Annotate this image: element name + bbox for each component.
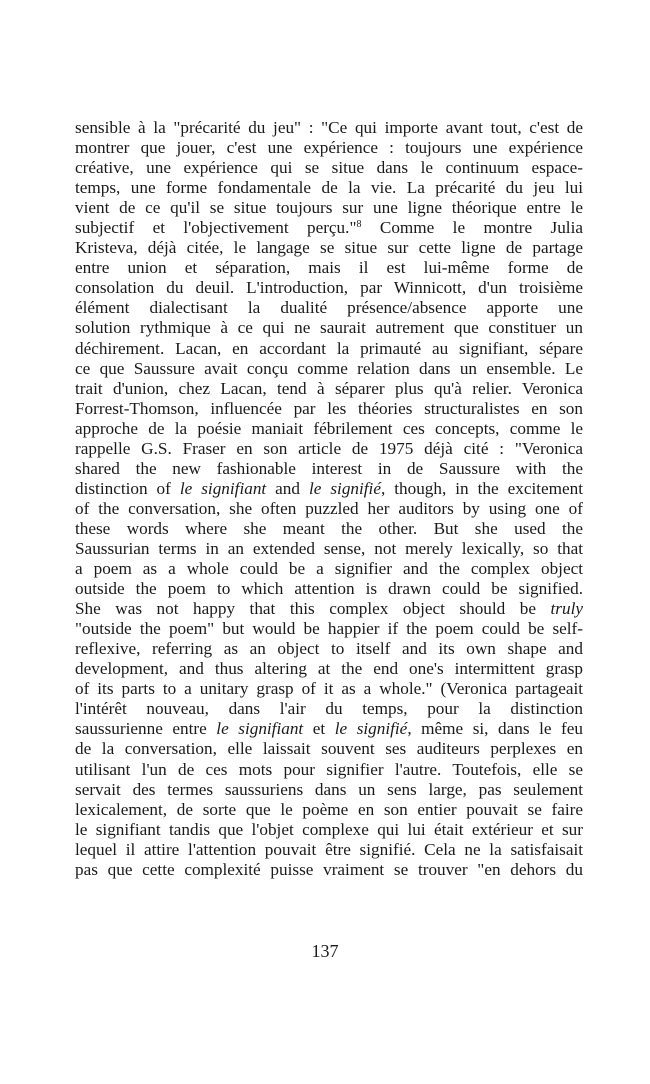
text-line-content (75, 379, 583, 399)
text-line (75, 439, 583, 459)
text-segment: Comme le montre Julia (361, 218, 583, 238)
text-line-content (75, 238, 583, 258)
text-segment: utilisant l'un de ces mots pour signifier l'autre. Toutefois, elle se (75, 759, 583, 779)
text-line-content (75, 419, 583, 439)
text-line-content (75, 399, 583, 419)
text-segment: le signifiant tandis que l'objet complexe qui lui était extérieur et sur (75, 819, 583, 839)
text-line-content (75, 840, 583, 860)
text-segment: shared the new fashionable interest in de Saussure with the (75, 458, 583, 478)
text-line-content (75, 860, 583, 880)
text-line (75, 559, 583, 579)
text-segment: de la conversation, elle laissait souvent ses auditeurs perplexes en (75, 739, 583, 759)
text-line (75, 800, 583, 820)
text-segment: saussurienne entre (75, 719, 217, 739)
footnote-reference[interactable]: 8 (356, 219, 362, 231)
text-line-content (75, 699, 583, 719)
text-segment: pas que cette complexité puisse vraiment se trouver "en dehors du (75, 859, 583, 879)
text-line-content (75, 439, 583, 459)
text-segment: l'intérêt nouveau, dans l'air du temps, pour la distinction (75, 699, 583, 719)
text-line-content (75, 599, 583, 619)
text-segment: vient de ce qu'il se situe toujours sur une ligne théorique entre le (75, 198, 583, 218)
text-line-content (75, 559, 583, 579)
text-segment: solution rythmique à ce qui ne saurait autrement que constituer un (75, 318, 583, 338)
text-line-content (75, 218, 583, 238)
text-line-content (75, 739, 583, 759)
text-segment: rappelle G.S. Fraser en son article de 1975 déjà cité : "Veronica (75, 438, 583, 458)
text-line (75, 719, 583, 739)
text-segment: ce que Saussure avait conçu comme relation dans un ensemble. Le (75, 358, 583, 378)
text-segment: subjectif et l'objectivement perçu." (75, 218, 357, 238)
text-line (75, 519, 583, 539)
text-line (75, 479, 583, 499)
text-line (75, 659, 583, 679)
text-line (75, 639, 583, 659)
italic-term: truly (550, 599, 583, 619)
text-segment: Forrest-Thomson, influencée par les théories structuralistes en son (75, 398, 583, 418)
text-line (75, 679, 583, 699)
text-line-content (75, 780, 583, 800)
text-line (75, 459, 583, 479)
text-segment: déchirement. Lacan, en accordant la primauté au signifiant, sépare (75, 338, 583, 358)
text-line-content (75, 619, 583, 639)
text-line (75, 318, 583, 338)
text-line-content (75, 519, 583, 539)
italic-term: le signifiant (216, 719, 304, 739)
text-line-content (75, 820, 583, 840)
text-line (75, 258, 583, 278)
text-line (75, 699, 583, 719)
text-line (75, 298, 583, 318)
text-segment: lequel il attire l'attention pouvait être signifié. Cela ne la satisfaisait (75, 839, 583, 859)
text-line (75, 539, 583, 559)
text-segment: servait des termes saussuriens dans un sens large, pas seulement (75, 779, 583, 799)
text-line-content (75, 278, 583, 298)
text-line (75, 138, 583, 158)
text-line (75, 739, 583, 759)
text-segment: , though, in the excitement (380, 478, 583, 498)
text-line-content (75, 359, 583, 379)
text-line (75, 238, 583, 258)
text-segment: entre union et séparation, mais il est lui-même forme de (75, 258, 583, 278)
text-segment: Kristeva, déjà citée, le langage se situe sur cette ligne de partage (75, 238, 583, 258)
text-segment: reflexive, referring as an object to itself and its own shape and (75, 639, 583, 659)
text-line-content (75, 198, 583, 218)
text-segment: et (303, 719, 335, 739)
text-segment: of the conversation, she often puzzled her auditors by using one of (75, 498, 583, 518)
body-text (75, 118, 583, 880)
text-line (75, 419, 583, 439)
text-line-content (75, 539, 583, 559)
text-line (75, 118, 583, 138)
text-line (75, 339, 583, 359)
text-segment: approche de la poésie maniait fébrilement ces concepts, comme le (75, 418, 583, 438)
text-line (75, 158, 583, 178)
text-segment: créative, une expérience qui se situe dans le continuum espace- (75, 158, 583, 178)
text-line-content (75, 258, 583, 278)
text-segment: montrer que jouer, c'est une expérience : toujours une expérience (75, 138, 583, 158)
text-line-content (75, 800, 583, 820)
text-line (75, 579, 583, 599)
text-line-content (75, 459, 583, 479)
text-line (75, 278, 583, 298)
italic-term: le signifiant (179, 478, 267, 498)
text-line-content (75, 318, 583, 338)
text-segment: development, and thus altering at the end one's intermittent grasp (75, 659, 583, 679)
text-line (75, 379, 583, 399)
text-line-content (75, 138, 583, 158)
text-line-content (75, 719, 583, 739)
italic-term: le signifié (334, 719, 408, 739)
text-line (75, 840, 583, 860)
text-line-content (75, 178, 583, 198)
text-segment: , même si, dans le feu (407, 719, 584, 739)
text-line-content (75, 679, 583, 699)
text-segment: distinction of (75, 478, 180, 498)
italic-term: le signifié (308, 478, 381, 498)
text-segment: trait d'union, chez Lacan, tend à séparer plus qu'à relier. Veronica (75, 378, 583, 398)
text-segment: temps, une forme fondamentale de la vie. La précarité du jeu lui (75, 178, 583, 198)
text-line (75, 780, 583, 800)
text-segment: consolation du deuil. L'introduction, par Winnicott, d'un troisième (75, 278, 583, 298)
text-segment: these words where she meant the other. But she used the (75, 518, 583, 538)
text-line-content (75, 760, 583, 780)
text-line-content (75, 479, 583, 499)
text-segment: Saussurian terms in an extended sense, not merely lexically, so that (75, 538, 583, 558)
text-line (75, 218, 583, 238)
text-line-content (75, 339, 583, 359)
text-line (75, 619, 583, 639)
text-line (75, 760, 583, 780)
text-line (75, 499, 583, 519)
text-segment: and (266, 478, 309, 498)
text-segment: of its parts to a unitary grasp of it as a whole." (Veronica partageait (75, 679, 583, 699)
text-line-content (75, 659, 583, 679)
text-line-content (75, 639, 583, 659)
text-line (75, 599, 583, 619)
text-line (75, 860, 583, 880)
text-line-content (75, 579, 583, 599)
text-line-content (75, 499, 583, 519)
text-segment: She was not happy that this complex object should be (75, 599, 551, 619)
text-segment: "outside the poem" but would be happier if the poem could be self- (75, 619, 583, 639)
text-segment: a poem as a whole could be a signifier and the complex object (75, 559, 583, 579)
text-line-content (75, 298, 583, 318)
page-number: 137 (311, 941, 339, 961)
text-line (75, 198, 583, 218)
text-line (75, 399, 583, 419)
text-segment: sensible à la "précarité du jeu" : "Ce qui importe avant tout, c'est de (75, 118, 583, 137)
text-segment: élément dialectisant la dualité présence/absence apporte une (75, 298, 583, 318)
text-segment: outside the poem to which attention is drawn could be signified. (75, 579, 583, 599)
text-line (75, 359, 583, 379)
text-line-content (75, 158, 583, 178)
text-line (75, 820, 583, 840)
text-line (75, 178, 583, 198)
scan-speck (40, 27, 43, 30)
text-line-content (75, 118, 583, 138)
text-segment: lexicalement, de sorte que le poème en son entier pouvait se faire (75, 799, 583, 819)
